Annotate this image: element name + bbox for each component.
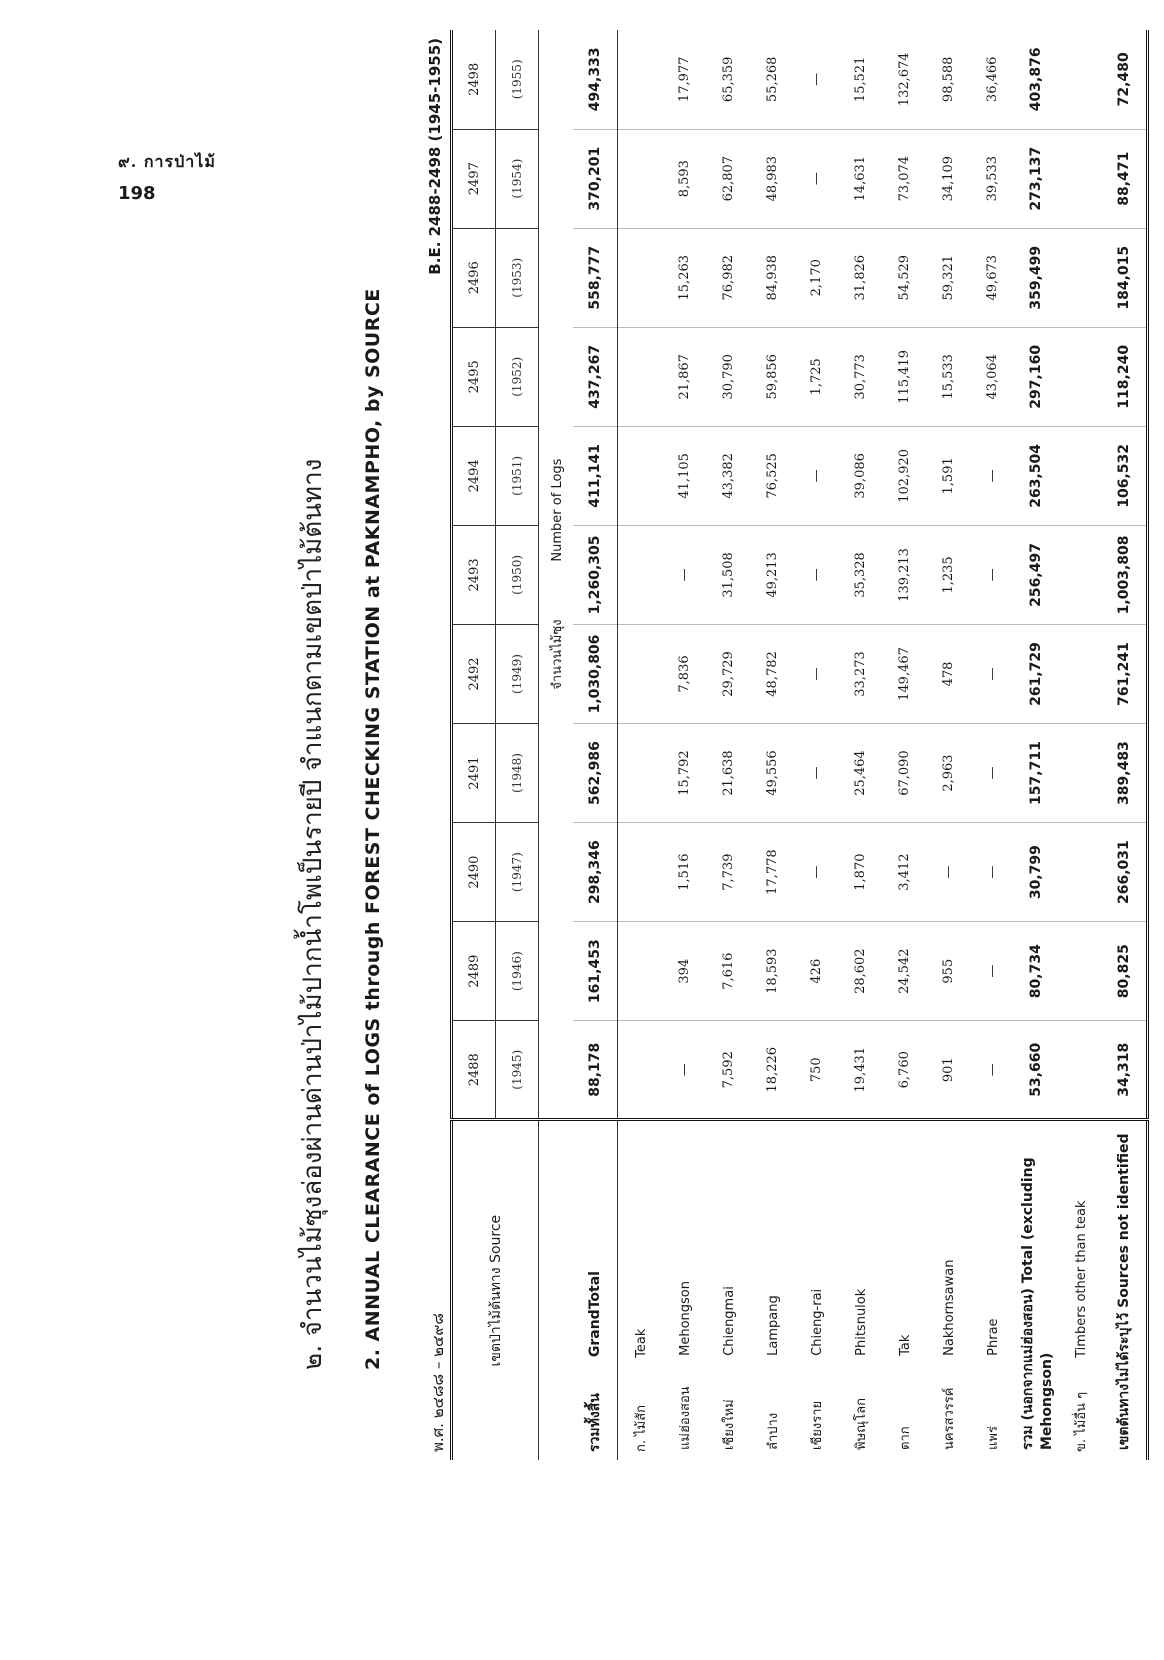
table-cell: 750 <box>794 1021 838 1120</box>
table-cell: 49,556 <box>750 724 794 823</box>
table-cell: 49,213 <box>750 525 794 624</box>
year-ce-header: (1948) <box>496 724 539 823</box>
unit-thai: จำนวนไม้ซุง <box>549 619 565 690</box>
table-cell: 901 <box>926 1021 970 1120</box>
total-excluding-english: Total (excluding Mehongson) <box>1020 1157 1055 1450</box>
teak-heading-thai: ก. ไม้สัก <box>633 1404 649 1452</box>
year-be-header: 2497 <box>452 129 496 228</box>
table-cell: 1,003,808 <box>1102 525 1148 624</box>
table-cell: 30,790 <box>706 327 750 426</box>
grand-total-row <box>573 30 618 1460</box>
source-thai: แพร่ <box>985 1426 1001 1450</box>
table-cell: 266,031 <box>1102 823 1148 922</box>
teak-heading-english: Teak <box>633 1328 649 1358</box>
page-number: 198 <box>118 183 156 204</box>
rotated-table-page <box>270 30 1132 1460</box>
source-english: Chieng-rai <box>809 1288 825 1356</box>
source-english: Phrae <box>985 1318 1001 1356</box>
table-cell: — <box>970 426 1014 525</box>
table-cell: 115,419 <box>882 327 926 426</box>
table-cell: 1,591 <box>926 426 970 525</box>
year-ce-header: (1952) <box>496 327 539 426</box>
source-thai: เชียงราย <box>809 1400 825 1450</box>
table-cell: 17,778 <box>750 823 794 922</box>
table-cell: — <box>794 823 838 922</box>
table-cell: 35,328 <box>838 525 882 624</box>
other-heading-thai: ข. ไม้อื่น ๆ <box>1073 1391 1089 1452</box>
table-cell: 15,263 <box>662 228 706 327</box>
table-cell: 955 <box>926 922 970 1021</box>
table-cell: 80,825 <box>1102 922 1148 1021</box>
table-cell: 65,359 <box>720 56 736 103</box>
table-cell: 30,773 <box>838 327 882 426</box>
year-ce-header: (1954) <box>496 129 539 228</box>
table-cell: 29,729 <box>706 624 750 723</box>
grand-total-thai: รวมทั้งสิ้น <box>587 1393 603 1452</box>
table-cell: 24,542 <box>882 922 926 1021</box>
table-cell: 8,593 <box>662 129 706 228</box>
year-header-row <box>452 30 496 1460</box>
table-cell: — <box>794 426 838 525</box>
table-cell: 2,963 <box>926 724 970 823</box>
table-cell: 6,760 <box>882 1021 926 1120</box>
table-cell: 403,876 <box>1028 47 1044 112</box>
table-cell: 1,725 <box>794 327 838 426</box>
title-thai: ๒. จำนวนไม้ซุงล่องผ่านด่านป่าไม้ปากน้ำโพเป็นรายปี จำแนกตามเขตป่าไม้ต้นทาง <box>298 458 328 1370</box>
table-row <box>706 30 750 1460</box>
table-cell: 67,090 <box>882 724 926 823</box>
source-thai: เชียงใหม่ <box>721 1399 737 1450</box>
year-be-header: 2496 <box>452 228 496 327</box>
table-row <box>794 30 838 1460</box>
table-cell: 15,521 <box>852 56 868 103</box>
table-cell: 139,213 <box>882 525 926 624</box>
table-cell: — <box>970 922 1014 1021</box>
table-cell: 21,638 <box>706 724 750 823</box>
table-cell: 43,064 <box>970 327 1014 426</box>
table-cell: 39,086 <box>838 426 882 525</box>
other-heading-english: Timbers other than teak <box>1073 1200 1089 1358</box>
table-cell: — <box>970 823 1014 922</box>
table-cell: 41,105 <box>662 426 706 525</box>
table-cell: 558,777 <box>573 228 618 327</box>
table-cell: 49,673 <box>970 228 1014 327</box>
year-be-header: 2492 <box>452 624 496 723</box>
table-cell: 36,466 <box>984 56 1000 103</box>
table-cell: 88,471 <box>1102 129 1148 228</box>
table-cell: 80,734 <box>1014 922 1058 1021</box>
row-label <box>970 1120 1014 1460</box>
table-cell: 76,525 <box>750 426 794 525</box>
table-cell: 54,529 <box>882 228 926 327</box>
table-cell: 359,499 <box>1014 228 1058 327</box>
table-row <box>926 30 970 1460</box>
row-label <box>618 1120 663 1460</box>
year-ce-header: (1945) <box>496 1021 539 1120</box>
table-cell: 59,321 <box>926 228 970 327</box>
table-cell: 17,977 <box>676 56 692 103</box>
table-cell: 3,412 <box>882 823 926 922</box>
table-cell: 1,516 <box>662 823 706 922</box>
table-cell: 15,533 <box>926 327 970 426</box>
not-identified-english: Sources not identified <box>1116 1133 1132 1308</box>
table-cell: 28,602 <box>838 922 882 1021</box>
table-cell: 118,240 <box>1102 327 1148 426</box>
table-cell: 106,532 <box>1102 426 1148 525</box>
table-cell: 39,533 <box>970 129 1014 228</box>
table-cell: 55,268 <box>764 56 780 103</box>
table-cell: 88,178 <box>573 1021 618 1120</box>
table-cell: 73,074 <box>882 129 926 228</box>
table-cell: 157,711 <box>1014 724 1058 823</box>
row-label <box>794 1120 838 1460</box>
table-cell: — <box>970 525 1014 624</box>
row-label <box>1058 1120 1102 1460</box>
table-cell: 18,226 <box>750 1021 794 1120</box>
table-row <box>750 30 794 1460</box>
table-cell: 48,983 <box>750 129 794 228</box>
source-english: Nakhornsawan <box>941 1259 957 1356</box>
source-english: Lampang <box>765 1295 781 1356</box>
table-cell: 31,826 <box>838 228 882 327</box>
table-cell: 297,160 <box>1014 327 1058 426</box>
table-cell: 256,497 <box>1014 525 1058 624</box>
table-cell: 7,739 <box>706 823 750 922</box>
year-be-header: 2490 <box>452 823 496 922</box>
table-cell: — <box>926 823 970 922</box>
unit-row <box>539 30 574 1460</box>
source-english: Phitsnulok <box>853 1288 869 1356</box>
year-be-header: 2493 <box>452 525 496 624</box>
table-cell: 98,588 <box>940 56 956 103</box>
table-cell: 59,856 <box>750 327 794 426</box>
table-cell: — <box>662 1021 706 1120</box>
table-cell: 33,273 <box>838 624 882 723</box>
table-cell: 411,141 <box>573 426 618 525</box>
year-ce-header: (1946) <box>496 922 539 1021</box>
table-cell: 394 <box>662 922 706 1021</box>
row-label <box>838 1120 882 1460</box>
row-label <box>882 1120 926 1460</box>
table-cell: 261,729 <box>1014 624 1058 723</box>
source-thai: นครสวรรค์ <box>941 1387 957 1450</box>
table-cell: 298,346 <box>573 823 618 922</box>
table-cell: 132,674 <box>896 52 912 107</box>
table-cell: 76,982 <box>706 228 750 327</box>
year-be-header: 2488 <box>452 1021 496 1120</box>
row-label <box>573 1120 618 1460</box>
table-cell: 1,260,305 <box>573 525 618 624</box>
table-cell: 478 <box>926 624 970 723</box>
table-cell: — <box>970 724 1014 823</box>
table-cell: 25,464 <box>838 724 882 823</box>
range-english: B.E. 2488-2498 (1945-1955) <box>426 38 444 275</box>
row-label <box>1102 1120 1148 1460</box>
year-be-header: 2494 <box>452 426 496 525</box>
table-cell: — <box>794 624 838 723</box>
table-cell: 7,836 <box>662 624 706 723</box>
table-cell: 426 <box>794 922 838 1021</box>
table-cell: 7,592 <box>706 1021 750 1120</box>
source-english: Tak <box>897 1334 913 1356</box>
table-cell: 14,631 <box>838 129 882 228</box>
table-cell: 53,660 <box>1014 1021 1058 1120</box>
table-cell: 102,920 <box>882 426 926 525</box>
source-thai: ตาก <box>897 1426 913 1450</box>
range-thai: พ.ศ. ๒๔๘๘ – ๒๔๙๘ <box>429 1313 447 1452</box>
table-cell: 761,241 <box>1102 624 1148 723</box>
source-column-header: เขตป่าไม้ต้นทาง Source <box>452 1120 539 1460</box>
table-cell: — <box>662 525 706 624</box>
table-row <box>970 30 1014 1460</box>
table-cell: 2,170 <box>794 228 838 327</box>
row-label <box>926 1120 970 1460</box>
table-cell: — <box>808 72 824 86</box>
table-cell: 7,616 <box>706 922 750 1021</box>
table-cell: 273,137 <box>1014 129 1058 228</box>
table-row <box>662 30 706 1460</box>
unit-english: Number of Logs <box>549 458 565 562</box>
row-label <box>1014 1120 1058 1460</box>
row-label <box>662 1120 706 1460</box>
section-label: ๙. การป่าไม้ <box>118 152 216 171</box>
not-identified-row <box>1102 30 1148 1460</box>
grand-total-english: GrandTotal <box>587 1271 603 1358</box>
table-cell: 30,799 <box>1014 823 1058 922</box>
row-label <box>750 1120 794 1460</box>
table-cell: — <box>970 624 1014 723</box>
table-cell: 34,109 <box>926 129 970 228</box>
table-cell: 15,792 <box>662 724 706 823</box>
total-excluding-row <box>1014 30 1058 1460</box>
year-ce-header: (1955) <box>496 30 539 129</box>
table-cell: 161,453 <box>573 922 618 1021</box>
page-header <box>118 150 216 204</box>
row-label <box>706 1120 750 1460</box>
other-heading-row <box>1058 30 1102 1460</box>
table-cell: — <box>794 129 838 228</box>
table-cell: — <box>794 724 838 823</box>
table-cell: — <box>794 525 838 624</box>
table-cell: — <box>970 1021 1014 1120</box>
table-cell: 1,030,806 <box>573 624 618 723</box>
table-cell: 1,235 <box>926 525 970 624</box>
unit-label <box>539 30 574 1120</box>
table-cell: 389,483 <box>1102 724 1148 823</box>
table-cell: 494,333 <box>573 30 618 129</box>
table-row <box>882 30 926 1460</box>
table-cell: 21,867 <box>662 327 706 426</box>
table-cell: 149,467 <box>882 624 926 723</box>
source-english: Chiengmai <box>721 1286 737 1356</box>
table-cell: 263,504 <box>1014 426 1058 525</box>
table-cell: 184,015 <box>1102 228 1148 327</box>
year-ce-header: (1950) <box>496 525 539 624</box>
total-excluding-thai: รวม (นอกจากแม่ฮ่องสอน) <box>1020 1288 1036 1450</box>
table-cell: 62,807 <box>706 129 750 228</box>
table-cell: 48,782 <box>750 624 794 723</box>
table-cell: 437,267 <box>573 327 618 426</box>
table-cell: 31,508 <box>706 525 750 624</box>
table-cell: 43,382 <box>706 426 750 525</box>
year-be-header: 2498 <box>452 30 496 129</box>
year-ce-header: (1947) <box>496 823 539 922</box>
year-ce-header: (1949) <box>496 624 539 723</box>
source-thai: ลำปาง <box>765 1412 781 1450</box>
year-be-header: 2495 <box>452 327 496 426</box>
not-identified-thai: เขตต้นทางไม่ได้ระบุไว้ <box>1116 1312 1132 1450</box>
table-cell: 19,431 <box>838 1021 882 1120</box>
teak-heading-row <box>618 30 663 1460</box>
year-be-header: 2489 <box>452 922 496 1021</box>
source-thai: แม่ฮ่องสอน <box>677 1386 693 1450</box>
table-cell: 562,986 <box>573 724 618 823</box>
log-clearance-table <box>450 30 1149 1460</box>
table-cell: 1,870 <box>838 823 882 922</box>
table-cell: 84,938 <box>750 228 794 327</box>
table-cell: 34,318 <box>1102 1021 1148 1120</box>
table-cell: 370,201 <box>573 129 618 228</box>
table-cell: 72,480 <box>1116 52 1132 107</box>
year-be-header: 2491 <box>452 724 496 823</box>
year-ce-header: (1953) <box>496 228 539 327</box>
table-row <box>838 30 882 1460</box>
source-thai: พิษณุโลก <box>853 1397 869 1450</box>
table-cell: 18,593 <box>750 922 794 1021</box>
source-english: Mehongson <box>677 1280 693 1356</box>
title-english: 2. ANNUAL CLEARANCE of LOGS through FOREST CHECKING STATION at PAKNAMPHO, by SOURCE <box>362 288 384 1370</box>
year-ce-header: (1951) <box>496 426 539 525</box>
